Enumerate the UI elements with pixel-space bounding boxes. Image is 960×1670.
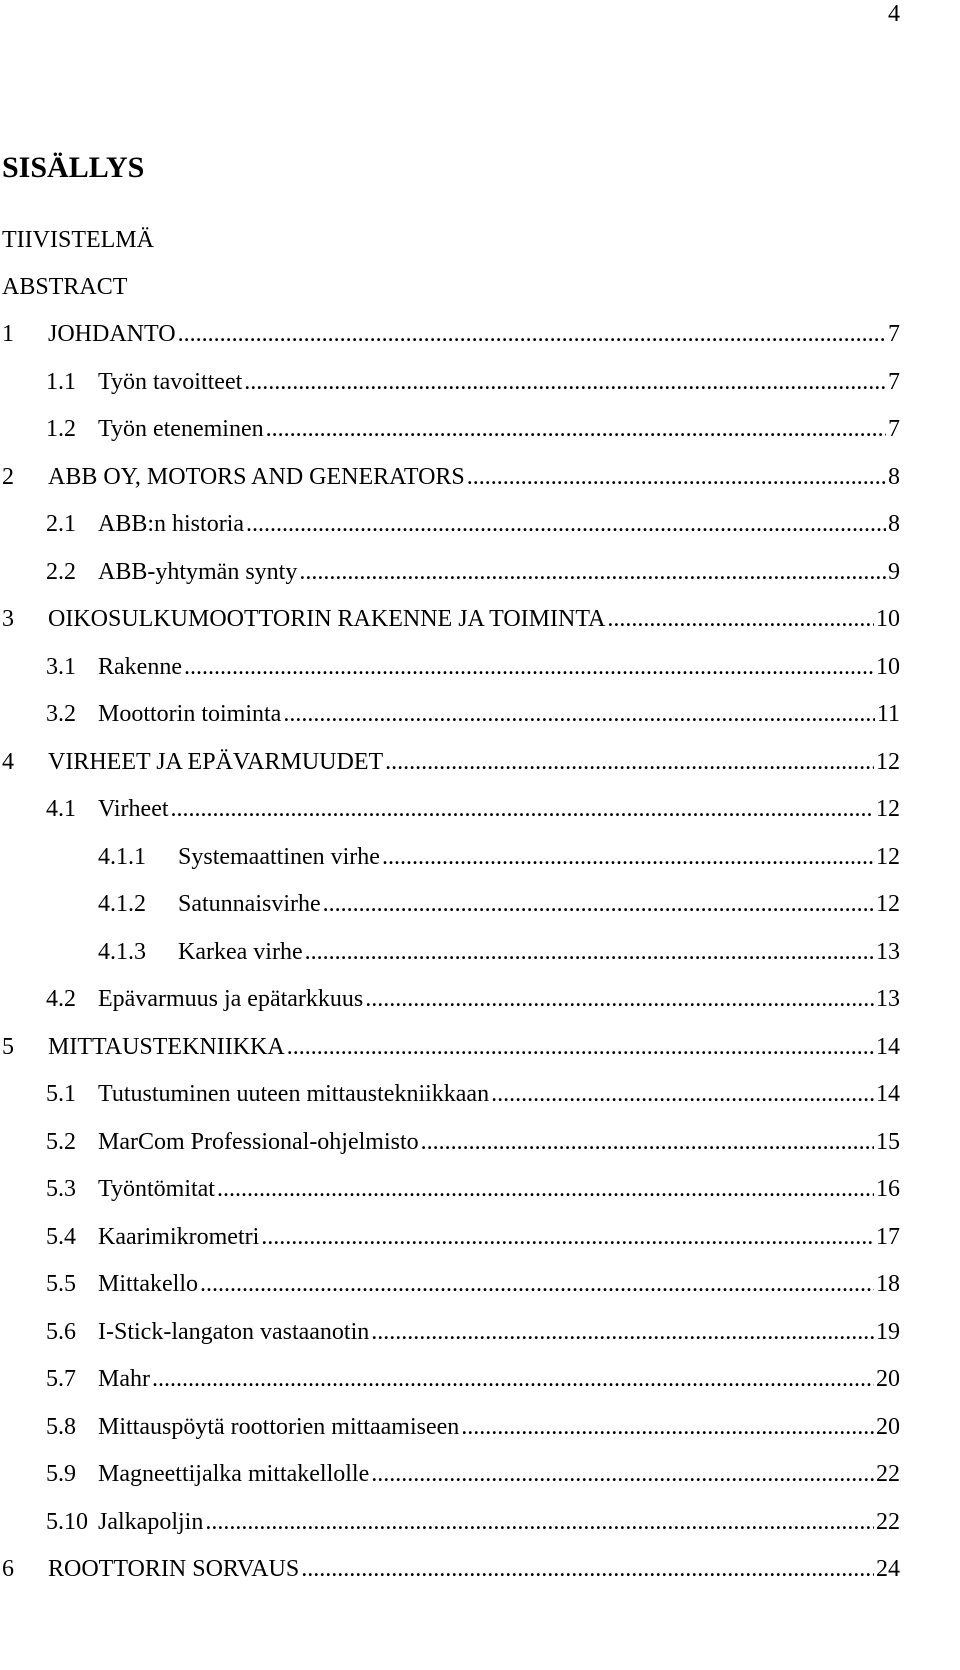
toc-entry-page: 10 <box>876 654 900 680</box>
toc-entry-number: 4.2 <box>46 986 76 1012</box>
toc-dot-leader <box>184 653 874 681</box>
toc-entry-number: 5.4 <box>46 1224 76 1250</box>
toc-entry-page: 20 <box>876 1366 900 1392</box>
toc-entry-page: 15 <box>876 1129 900 1155</box>
toc-entry-title: JOHDANTO <box>48 321 176 347</box>
toc-dot-leader <box>217 1175 874 1203</box>
toc-entry-title: ROOTTORIN SORVAUS <box>48 1556 300 1582</box>
toc-entry-number: 4.1 <box>46 796 76 822</box>
toc-dot-leader <box>461 1413 874 1441</box>
toc-entry-page: 14 <box>876 1081 900 1107</box>
page-number: 4 <box>888 1 900 27</box>
toc-dot-leader <box>371 1318 874 1346</box>
toc-entry-number: 5.2 <box>46 1129 76 1155</box>
toc-entry-number: 2 <box>2 464 14 490</box>
toc-entry-page: 12 <box>876 749 900 775</box>
toc-entry-page: 12 <box>876 891 900 917</box>
toc-entry[interactable] <box>98 938 900 966</box>
toc-entry-page: 20 <box>876 1414 900 1440</box>
toc-entry-title: ABB OY, MOTORS AND GENERATORS <box>48 464 465 490</box>
toc-entry-number: 3 <box>2 606 14 632</box>
toc-entry[interactable] <box>46 1270 900 1298</box>
toc-entry[interactable] <box>46 700 900 728</box>
toc-entry-number: 5.9 <box>46 1461 76 1487</box>
toc-entry-page: 11 <box>876 701 900 727</box>
toc-dot-leader <box>421 1128 874 1156</box>
toc-dot-leader <box>491 1080 874 1108</box>
toc-entry-number: 1 <box>2 321 14 347</box>
toc-entry-page: 16 <box>876 1176 900 1202</box>
toc-entry-number: 4.1.2 <box>98 891 146 917</box>
toc-dot-leader <box>283 700 875 728</box>
toc-dot-leader <box>244 368 886 396</box>
toc-entry-page: 7 <box>888 416 900 442</box>
toc-entry-page: 12 <box>876 844 900 870</box>
toc-entry-page: 22 <box>876 1509 900 1535</box>
toc-entry-title: Virheet <box>98 796 169 822</box>
toc-entry-title: Satunnaisvirhe <box>178 891 321 917</box>
toc-dot-leader <box>246 510 886 538</box>
toc-entry-title: Jalkapoljin <box>98 1509 204 1535</box>
toc-dot-leader <box>287 1033 874 1061</box>
toc-entry[interactable] <box>46 1080 900 1108</box>
toc-dot-leader <box>371 1460 874 1488</box>
toc-entry[interactable] <box>98 843 900 871</box>
toc-dot-leader <box>178 320 886 348</box>
toc-heading: SISÄLLYS <box>2 151 145 184</box>
toc-entry[interactable] <box>46 1413 900 1441</box>
toc-entry-title: ABB:n historia <box>98 511 245 537</box>
toc-entry-number: 1.2 <box>46 416 76 442</box>
toc-entry-title: Kaarimikrometri <box>98 1224 260 1250</box>
front-matter-entry: TIIVISTELMÄ <box>2 227 154 253</box>
toc-entry-title: Mahr <box>98 1366 150 1392</box>
toc-entry[interactable] <box>46 1365 900 1393</box>
toc-entry-title: ABB-yhtymän synty <box>98 559 298 585</box>
toc-dot-leader <box>305 938 874 966</box>
toc-entry-page: 17 <box>876 1224 900 1250</box>
toc-dot-leader <box>382 843 874 871</box>
toc-entry[interactable] <box>46 510 900 538</box>
toc-entry-page: 13 <box>876 939 900 965</box>
toc-dot-leader <box>205 1508 874 1536</box>
toc-entry-page: 10 <box>876 606 900 632</box>
toc-dot-leader <box>385 748 874 776</box>
toc-entry[interactable] <box>46 985 900 1013</box>
toc-entry-title: Työntömitat <box>98 1176 215 1202</box>
toc-entry[interactable] <box>46 415 900 443</box>
toc-entry[interactable] <box>2 605 900 633</box>
toc-entry-title: Mittakello <box>98 1271 198 1297</box>
toc-entry-number: 4.1.1 <box>98 844 146 870</box>
toc-entry-page: 8 <box>888 464 900 490</box>
toc-entry-page: 18 <box>876 1271 900 1297</box>
toc-entry-page: 13 <box>876 986 900 1012</box>
toc-entry-page: 7 <box>888 321 900 347</box>
toc-entry-title: Systemaattinen virhe <box>178 844 380 870</box>
toc-entry[interactable] <box>2 1033 900 1061</box>
toc-entry-title: OIKOSULKUMOOTTORIN RAKENNE JA TOIMINTA <box>48 606 606 632</box>
toc-entry[interactable] <box>46 1460 900 1488</box>
toc-entry-page: 12 <box>876 796 900 822</box>
toc-entry-title: Epävarmuus ja epätarkkuus <box>98 986 364 1012</box>
front-matter-entry: ABSTRACT <box>2 274 128 300</box>
toc-entry-page: 22 <box>876 1461 900 1487</box>
toc-entry-number: 3.1 <box>46 654 76 680</box>
toc-entry-title: MITTAUSTEKNIIKKA <box>48 1034 285 1060</box>
toc-entry-page: 9 <box>888 559 900 585</box>
toc-entry[interactable] <box>2 320 900 348</box>
toc-entry-title: Työn eteneminen <box>98 416 264 442</box>
toc-entry-title: MarCom Professional-ohjelmisto <box>98 1129 419 1155</box>
toc-entry[interactable] <box>46 1318 900 1346</box>
toc-entry[interactable] <box>46 1508 900 1536</box>
toc-entry-page: 19 <box>876 1319 900 1345</box>
toc-entry[interactable] <box>46 368 900 396</box>
toc-entry[interactable] <box>46 1175 900 1203</box>
toc-entry-number: 5.3 <box>46 1176 76 1202</box>
toc-entry-number: 5.5 <box>46 1271 76 1297</box>
toc-entry-page: 24 <box>876 1556 900 1582</box>
toc-dot-leader <box>152 1365 874 1393</box>
toc-dot-leader <box>467 463 886 491</box>
toc-entry-number: 2.1 <box>46 511 76 537</box>
toc-entry[interactable] <box>46 795 900 823</box>
toc-entry-title: Työn tavoitteet <box>98 369 243 395</box>
toc-entry-number: 3.2 <box>46 701 76 727</box>
toc-entry-page: 8 <box>888 511 900 537</box>
toc-entry-page: 14 <box>876 1034 900 1060</box>
toc-entry-number: 5.6 <box>46 1319 76 1345</box>
toc-entry-number: 4 <box>2 749 14 775</box>
toc-entry-number: 5.1 <box>46 1081 76 1107</box>
toc-entry-title: VIRHEET JA EPÄVARMUUDET <box>48 749 384 775</box>
toc-entry[interactable] <box>46 558 900 586</box>
toc-dot-leader <box>365 985 874 1013</box>
toc-entry[interactable] <box>98 890 900 918</box>
toc-entry[interactable] <box>46 1128 900 1156</box>
toc-entry-number: 2.2 <box>46 559 76 585</box>
toc-dot-leader <box>299 558 886 586</box>
toc-entry[interactable] <box>2 1555 900 1583</box>
toc-entry-number: 5.7 <box>46 1366 76 1392</box>
toc-dot-leader <box>323 890 874 918</box>
toc-dot-leader <box>261 1223 874 1251</box>
toc-entry-title: Mittauspöytä roottorien mittaamiseen <box>98 1414 460 1440</box>
toc-entry-title: Karkea virhe <box>178 939 303 965</box>
toc-entry-page: 7 <box>888 369 900 395</box>
toc-entry-title: Moottorin toiminta <box>98 701 282 727</box>
toc-entry-title: Tutustuminen uuteen mittaustekniikkaan <box>98 1081 490 1107</box>
toc-entry-number: 6 <box>2 1556 14 1582</box>
toc-entry-title: Rakenne <box>98 654 182 680</box>
toc-entry[interactable] <box>46 653 900 681</box>
toc-dot-leader <box>607 605 874 633</box>
toc-entry-number: 5.10 <box>46 1509 88 1535</box>
toc-entry-title: Magneettijalka mittakellolle <box>98 1461 370 1487</box>
toc-entry-number: 5.8 <box>46 1414 76 1440</box>
toc-entry-title: I-Stick-langaton vastaanotin <box>98 1319 370 1345</box>
toc-entry[interactable] <box>2 463 900 491</box>
toc-entry-number: 1.1 <box>46 369 76 395</box>
toc-dot-leader <box>200 1270 874 1298</box>
toc-entry-number: 4.1.3 <box>98 939 146 965</box>
toc-dot-leader <box>266 415 886 443</box>
toc-entry-number: 5 <box>2 1034 14 1060</box>
toc-entry[interactable] <box>2 748 900 776</box>
toc-dot-leader <box>301 1555 874 1583</box>
toc-dot-leader <box>171 795 874 823</box>
toc-entry[interactable] <box>46 1223 900 1251</box>
